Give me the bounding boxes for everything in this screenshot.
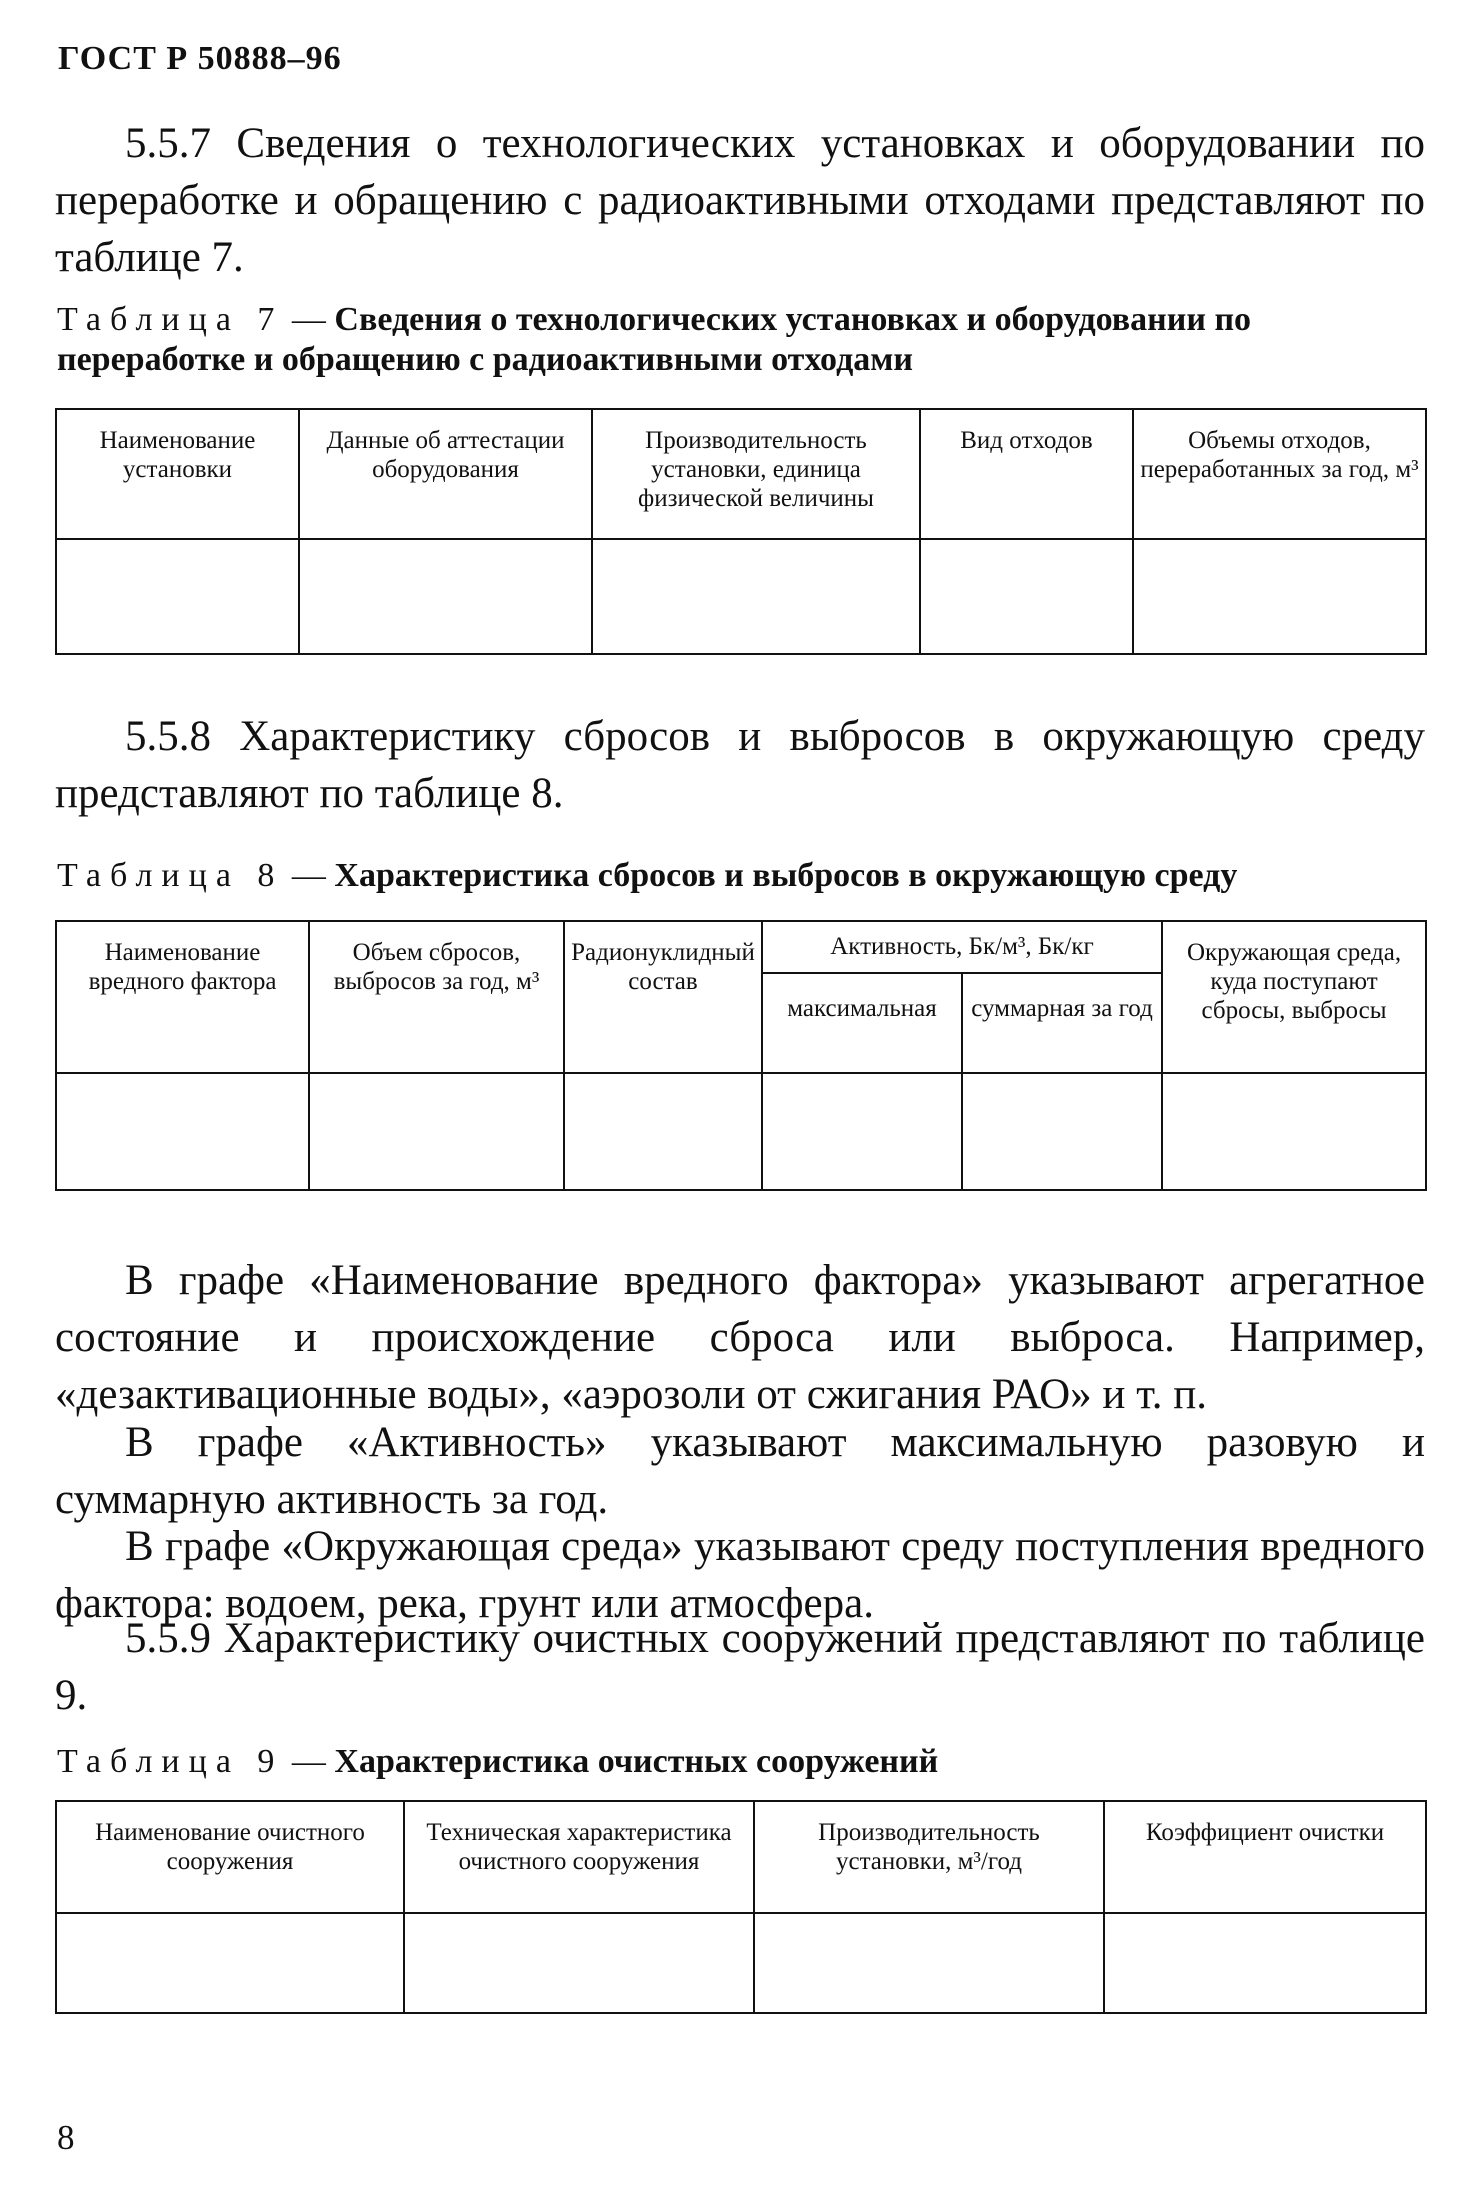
- table7-header-cell: Вид отходов: [920, 409, 1133, 539]
- table7-header-cell: Объемы отходов, переработанных за год, м³: [1133, 409, 1426, 539]
- table8-label: Таблица 8: [57, 857, 284, 894]
- table-7: [55, 408, 1427, 655]
- table9-header-cell: Техническая характеристика очистного сооружения: [404, 1801, 754, 1913]
- table8-dash: —: [283, 857, 335, 894]
- table9-empty-cell: [404, 1913, 754, 2013]
- table9-empty-cell: [56, 1913, 404, 2013]
- table7-label: Таблица 7: [57, 301, 284, 338]
- table-9: [55, 1800, 1427, 2014]
- table9-label: Таблица 9: [57, 1743, 284, 1780]
- page-number: 8: [57, 2118, 75, 2157]
- table8-empty-cell: [309, 1073, 564, 1190]
- table9-dash: —: [283, 1743, 335, 1780]
- document-header: ГОСТ Р 50888–96: [58, 40, 342, 77]
- table9-header-cell: Наименование очистного сооружения: [56, 1801, 404, 1913]
- table-8: [55, 920, 1427, 1191]
- table8-caption: [57, 856, 1427, 896]
- table8-subheader-cell: максимальная: [762, 973, 962, 1073]
- paragraph-activity: В графе «Активность» указывают максимальную разовую и суммарную активность за год.: [55, 1419, 1425, 1523]
- section-5-5-8-text: 5.5.8 Характеристику сбросов и выбросов в окружающую среду представляют по таблице 8.: [55, 713, 1425, 817]
- table9-empty-cell: [1104, 1913, 1426, 2013]
- table8-header-cell: Объем сбросов, выбросов за год, м³: [309, 921, 564, 1073]
- table7-header-cell: Данные об аттестации оборудования: [299, 409, 592, 539]
- table8-empty-cell: [762, 1073, 962, 1190]
- table9-empty-cell: [754, 1913, 1104, 2013]
- paragraph-harmful-factor: В графе «Наименование вредного фактора» указывают агрегатное состояние и происхождение сброса или выброса. Например, «дезактивационные воды», «аэрозоли от сжигания РАО» и т. п.: [55, 1257, 1425, 1418]
- table8-header-cell: Окружающая среда, куда поступают сбросы, выбросы: [1162, 921, 1426, 1073]
- table8-empty-cell: [564, 1073, 762, 1190]
- table7-header-cell: Наименование установки: [56, 409, 299, 539]
- table9-header-cell: Коэффициент очистки: [1104, 1801, 1426, 1913]
- table7-empty-cell: [920, 539, 1133, 654]
- table8-empty-cell: [962, 1073, 1162, 1190]
- table9-caption: [57, 1742, 1427, 1782]
- paragraph-environment: В графе «Окружающая среда» указывают среду поступления вредного фактора: водоем, река, грунт или атмосфера.: [55, 1523, 1425, 1627]
- table8-title: Характеристика сбросов и выбросов в окружающую среду: [334, 857, 1238, 894]
- table7-empty-cell: [1133, 539, 1426, 654]
- table8-header-cell: Наименование вредного фактора: [56, 921, 309, 1073]
- section-5-5-9-text: 5.5.9 Характеристику очистных сооружений представляют по таблице 9.: [55, 1615, 1425, 1719]
- table8-empty-cell: [56, 1073, 309, 1190]
- table8-empty-cell: [1162, 1073, 1426, 1190]
- table7-dash: —: [283, 301, 335, 338]
- section-5-5-7-text: 5.5.7 Сведения о технологических установках и оборудовании по переработке и обращению с радиоактивными отходами представляют по таблице 7.: [55, 120, 1425, 281]
- table7-empty-cell: [592, 539, 920, 654]
- table8-subheader-cell: суммарная за год: [962, 973, 1162, 1073]
- table9-title: Характеристика очистных сооружений: [334, 1743, 939, 1780]
- table8-header-cell: Активность, Бк/м³, Бк/кг: [762, 921, 1162, 973]
- table9-header-cell: Производительность установки, м³/год: [754, 1801, 1104, 1913]
- table8-header-cell: Радионуклидный состав: [564, 921, 762, 1073]
- table7-title: Сведения о технологических установках и оборудовании по переработке и обращению с радиоактивными отходами: [57, 301, 1252, 378]
- table7-empty-cell: [299, 539, 592, 654]
- table7-empty-cell: [56, 539, 299, 654]
- table7-caption: [57, 300, 1427, 380]
- table7-header-cell: Производительность установки, единица физической величины: [592, 409, 920, 539]
